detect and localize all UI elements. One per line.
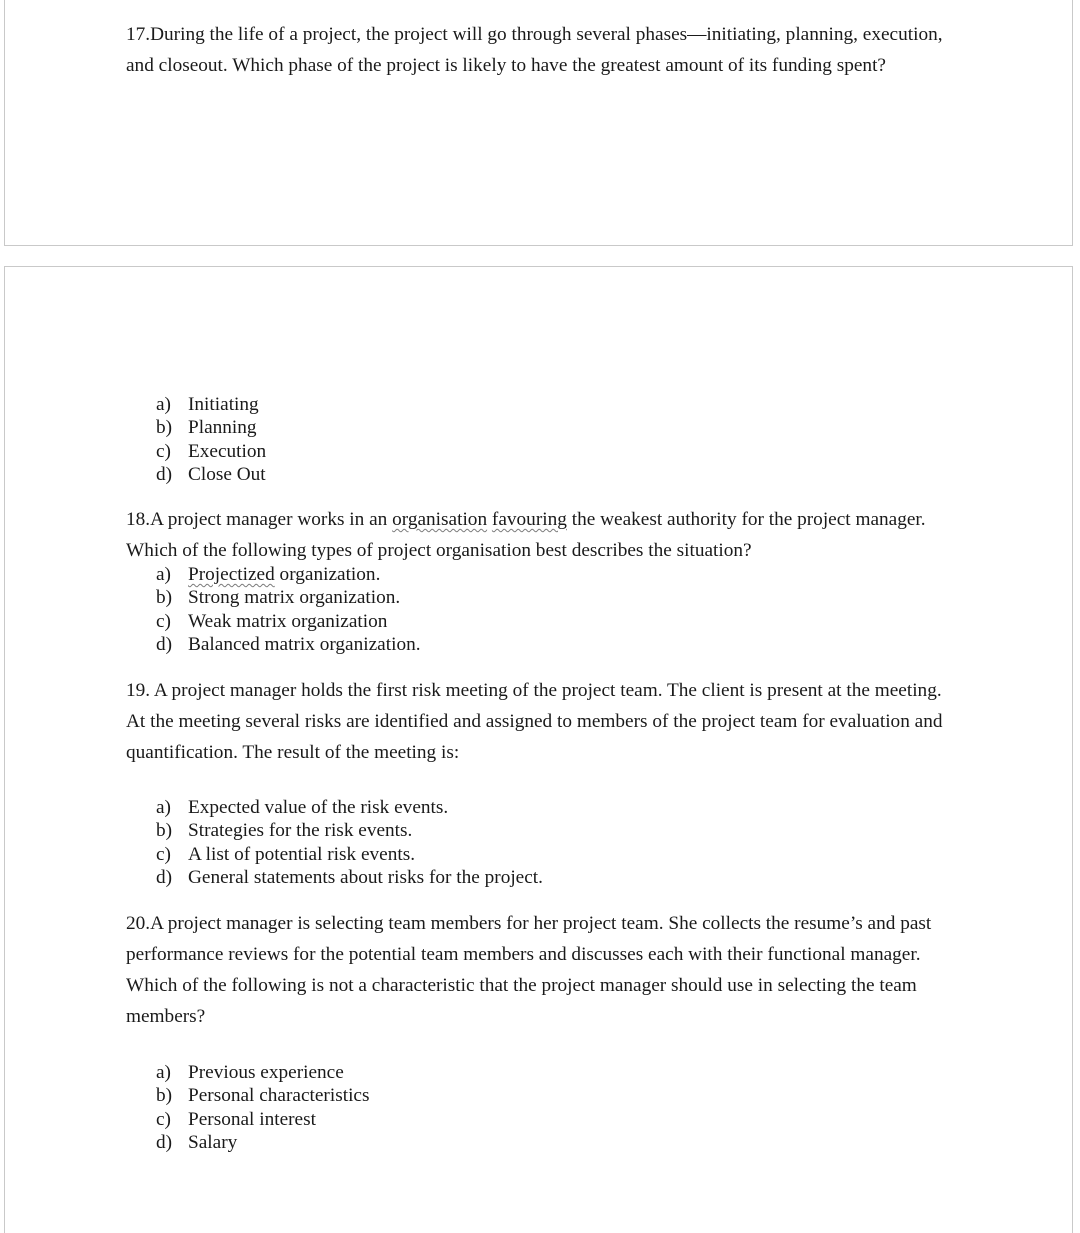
option-letter: a) — [156, 1062, 171, 1083]
spellcheck-flagged-word: Projectized — [188, 564, 275, 585]
question-19-options — [156, 796, 543, 890]
option-letter: c) — [156, 440, 171, 462]
option-item — [156, 1108, 370, 1131]
option-letter: d) — [156, 1132, 173, 1154]
option-item — [156, 463, 266, 486]
option-text: Weak matrix organization — [188, 610, 388, 632]
question-18-text-start: 18.A project manager works in an — [126, 509, 393, 530]
option-letter: d) — [156, 867, 173, 889]
spellcheck-flagged-word: favouring — [491, 509, 567, 530]
option-letter: d) — [156, 464, 173, 486]
option-item — [156, 610, 421, 633]
option-item — [156, 416, 266, 439]
option-text: Personal interest — [188, 1108, 316, 1130]
option-item — [156, 563, 421, 586]
option-item — [156, 440, 266, 463]
option-text: Salary — [188, 1132, 238, 1154]
option-item — [156, 866, 543, 889]
question-18-text — [126, 504, 956, 566]
option-text: Execution — [188, 440, 267, 462]
page-gap — [0, 246, 1080, 266]
option-letter: c) — [156, 610, 171, 632]
option-letter: b) — [156, 1085, 173, 1107]
option-text: Close Out — [188, 464, 266, 486]
option-text: Expected value of the risk events. — [188, 797, 449, 818]
option-item — [156, 1084, 370, 1107]
question-18-text-end: the weakest authority for the project manager. Which of the following types of project organisation best describes the situation? — [126, 509, 926, 561]
option-letter: b) — [156, 820, 173, 842]
question-20-options — [156, 1061, 370, 1155]
option-text: Initiating — [188, 394, 259, 415]
option-item — [156, 1131, 370, 1154]
option-letter: c) — [156, 843, 171, 865]
option-text: A list of potential risk events. — [188, 843, 416, 865]
option-item — [156, 586, 421, 609]
spellcheck-flagged-word: organisation — [392, 509, 488, 530]
option-item — [156, 633, 421, 656]
question-17-options — [156, 393, 266, 487]
question-18-options — [156, 563, 421, 657]
option-letter: c) — [156, 1108, 171, 1130]
option-letter: a) — [156, 564, 171, 585]
option-item — [156, 843, 543, 866]
option-text: Strong matrix organization. — [188, 587, 401, 609]
option-text: Strategies for the risk events. — [188, 820, 413, 842]
option-text — [188, 563, 380, 586]
option-item — [156, 1061, 370, 1084]
option-item — [156, 393, 266, 416]
option-item — [156, 796, 543, 819]
question-17-text: 17.During the life of a project, the project will go through several phases—initiating, planning, execution, and closeout. Which phase of the project is likely to have the greatest amount of its funding spent? — [126, 24, 943, 76]
option-letter: b) — [156, 417, 173, 439]
option-text: Personal characteristics — [188, 1085, 370, 1107]
option-letter: a) — [156, 797, 171, 818]
question-20-text: 20.A project manager is selecting team members for her project team. She collects the resume’s and past performance reviews for the potential team members and discusses each with their functional manager. Which of the following is not a characteristic that the project manager should use in selecting the team members? — [126, 913, 932, 1027]
option-text: Planning — [188, 417, 257, 439]
option-text: Previous experience — [188, 1062, 344, 1083]
option-text: Balanced matrix organization. — [188, 634, 421, 656]
option-item — [156, 819, 543, 842]
option-text-rest: organization. — [274, 564, 381, 585]
option-text: General statements about risks for the project. — [188, 867, 543, 889]
option-letter: a) — [156, 394, 171, 415]
option-letter: b) — [156, 587, 173, 609]
option-letter: d) — [156, 634, 173, 656]
question-19-text: 19. A project manager holds the first risk meeting of the project team. The client is present at the meeting. At the meeting several risks are identified and assigned to members of the project team for evaluation and quantification. The result of the meeting is: — [126, 680, 943, 763]
